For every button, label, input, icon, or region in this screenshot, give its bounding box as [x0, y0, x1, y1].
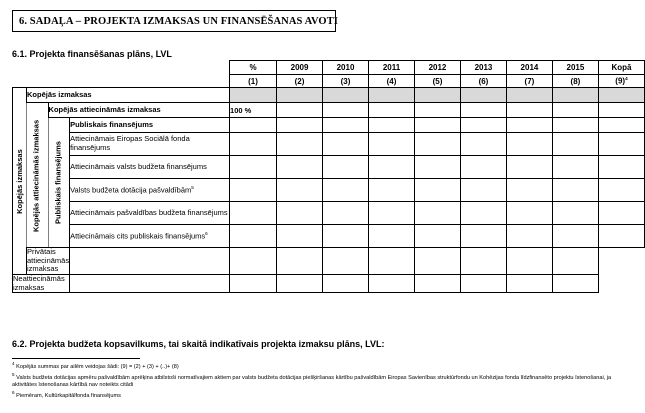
col-index-2: (2)	[277, 75, 323, 88]
cell-total	[552, 248, 598, 275]
footnote-4-text: Kopējās summas par ailēm veidojas šādi: (9) = (2) + (3) + (..)+ (8)	[16, 363, 179, 370]
cell-2013	[460, 133, 506, 156]
cell-2015	[506, 248, 552, 275]
cell-total	[552, 274, 598, 292]
cell-2009	[277, 179, 323, 202]
cell-2009	[230, 274, 277, 292]
cell-2015	[506, 274, 552, 292]
row-label-municipal-grant-text: Valsts budžeta dotācija pašvaldībām	[70, 185, 192, 195]
cell-percent	[70, 274, 230, 292]
cell-2013	[460, 118, 506, 133]
cell-2014	[506, 88, 552, 103]
vertical-label-total-costs: Kopējās izmaksas	[13, 88, 27, 275]
cell-2014	[460, 274, 506, 292]
col-header-2011: 2011	[369, 61, 415, 75]
cell-percent: 100 %	[230, 103, 277, 118]
footnote-separator	[12, 358, 140, 359]
cell-2012	[414, 133, 460, 156]
cell-2011	[369, 133, 415, 156]
col-index-1: (1)	[230, 75, 277, 88]
cell-2013	[460, 179, 506, 202]
cell-percent	[230, 202, 277, 225]
cell-2013	[460, 225, 506, 248]
row-label-public-financing: Publiskais finansējums	[70, 118, 230, 133]
cell-2009	[277, 133, 323, 156]
cell-total	[598, 156, 644, 179]
col-header-2012: 2012	[414, 61, 460, 75]
cell-percent	[70, 248, 230, 275]
col-header-total: Kopā	[598, 61, 644, 75]
cell-2013	[414, 248, 460, 275]
col-index-5: (5)	[414, 75, 460, 88]
cell-2010	[277, 248, 323, 275]
table-header-row-indices	[13, 75, 645, 88]
cell-percent	[230, 225, 277, 248]
cell-2010	[323, 156, 369, 179]
vertical-label-eligible-costs: Kopējās attiecināmās izmaksas	[26, 103, 48, 248]
cell-total	[598, 133, 644, 156]
cell-2012	[414, 225, 460, 248]
cell-2010	[277, 274, 323, 292]
footnote-4	[12, 361, 634, 371]
cell-2011	[369, 225, 415, 248]
table-row	[13, 118, 645, 133]
cell-2010	[323, 88, 369, 103]
footnote-6-text: Piemēram, Kultūrkapitālfonda finansējums	[16, 393, 121, 400]
footnote-5-text: Valsts budžeta dotācijas apmēru pašvaldībām aprēķina atbilstoši normatīvajiem aktiem par valsts budžeta dotācijas piešķiršanas kārtību pašvaldībām Eiropas Savienības struktūrfondu un Kohēzijas fonda līdzfinansēto projektu īstenošanai, ja aktivitātes īstenošanas kārtībā nav noteikts citādi	[12, 374, 612, 389]
cell-2014	[506, 156, 552, 179]
cell-2011	[323, 248, 369, 275]
row-label-municipal-budget-financing: Attiecināmais pašvaldības budžeta finansējums	[70, 202, 230, 225]
cell-total	[598, 179, 644, 202]
financing-plan-table	[12, 60, 645, 293]
cell-2013	[460, 202, 506, 225]
section-heading-text: 6. SADAĻA – PROJEKTA IZMAKSAS UN FINANSĒŠANAS AVOTI	[19, 15, 338, 27]
cell-total	[598, 88, 644, 103]
cell-2015	[552, 156, 598, 179]
cell-2014	[506, 103, 552, 118]
cell-total	[598, 225, 644, 248]
cell-total	[598, 103, 644, 118]
subheading-financing-plan: 6.1. Projekta finansēšanas plāns, LVL	[12, 49, 172, 59]
cell-2012	[414, 88, 460, 103]
cell-2013	[460, 156, 506, 179]
cell-2012	[414, 103, 460, 118]
vertical-label-public-financing: Publiskais finansējums	[48, 118, 70, 248]
table-row	[13, 225, 645, 248]
row-label-ineligible-costs: Neattiecināmās izmaksas	[13, 274, 70, 292]
cell-2014	[506, 118, 552, 133]
cell-2013	[414, 274, 460, 292]
table-row	[13, 202, 645, 225]
table-row	[13, 103, 645, 118]
cell-2010	[323, 103, 369, 118]
cell-2014	[506, 179, 552, 202]
cell-2010	[323, 179, 369, 202]
row-label-eligible-costs: Kopējās attiecināmās izmaksas	[48, 103, 230, 118]
cell-percent	[230, 88, 277, 103]
cell-2015	[552, 225, 598, 248]
row-label-total-costs: Kopējās izmaksas	[26, 88, 229, 103]
cell-2012	[414, 179, 460, 202]
footnotes-block	[12, 358, 634, 401]
col-header-2013: 2013	[460, 61, 506, 75]
footnote-4-marker: 4	[12, 361, 15, 366]
col-header-2010: 2010	[323, 61, 369, 75]
col-index-6: (6)	[460, 75, 506, 88]
cell-2011	[369, 88, 415, 103]
table-row	[13, 274, 645, 292]
cell-2012	[369, 248, 415, 275]
cell-2009	[277, 103, 323, 118]
cell-2014	[506, 202, 552, 225]
cell-2011	[369, 103, 415, 118]
cell-2012	[414, 156, 460, 179]
table-row	[13, 133, 645, 156]
cell-2009	[277, 88, 323, 103]
cell-2009	[277, 156, 323, 179]
footnote-6	[12, 390, 634, 400]
row-label-other-public-financing	[70, 225, 230, 248]
cell-2009	[277, 202, 323, 225]
cell-2012	[414, 118, 460, 133]
cell-2015	[552, 88, 598, 103]
footnote-5	[12, 372, 634, 390]
cell-2010	[323, 118, 369, 133]
row-label-other-public-financing-text: Attiecināmais cits publiskais finansējums	[70, 231, 206, 241]
col-index-9	[598, 75, 644, 88]
cell-2015	[552, 202, 598, 225]
cell-2010	[323, 225, 369, 248]
cell-2015	[552, 103, 598, 118]
cell-2009	[277, 118, 323, 133]
subheading-budget-summary: 6.2. Projekta budžeta kopsavilkums, tai skaitā indikatīvais projekta izmaksu plāns, LVL:	[12, 339, 385, 349]
col-header-2014: 2014	[506, 61, 552, 75]
table-row	[13, 179, 645, 202]
row-label-state-budget-financing: Attiecināmais valsts budžeta finansējums	[70, 156, 230, 179]
cell-2013	[460, 103, 506, 118]
cell-total	[598, 118, 644, 133]
cell-2014	[460, 248, 506, 275]
col-index-9-text: (9)	[615, 76, 626, 86]
col-index-8: (8)	[552, 75, 598, 88]
cell-2011	[323, 274, 369, 292]
col-header-2009: 2009	[277, 61, 323, 75]
cell-percent	[230, 118, 277, 133]
col-index-4: (4)	[369, 75, 415, 88]
cell-2010	[323, 202, 369, 225]
footnote-5-marker: 5	[12, 371, 15, 377]
table-row	[13, 156, 645, 179]
cell-2015	[552, 179, 598, 202]
cell-2011	[369, 156, 415, 179]
col-index-9-footnote-marker: 4	[625, 76, 628, 82]
col-index-7: (7)	[506, 75, 552, 88]
table-header-row-years	[13, 61, 645, 75]
cell-percent	[230, 133, 277, 156]
cell-2009	[230, 248, 277, 275]
cell-2012	[369, 274, 415, 292]
table-row	[13, 248, 645, 275]
row-label-esf-financing: Attiecināmais Eiropas Sociālā fonda finansējums	[70, 133, 230, 156]
cell-2011	[369, 202, 415, 225]
cell-percent	[230, 179, 277, 202]
cell-2009	[277, 225, 323, 248]
cell-2013	[460, 88, 506, 103]
cell-2010	[323, 133, 369, 156]
cell-percent	[230, 156, 277, 179]
section-heading	[12, 10, 336, 32]
row-label-municipal-grant-footnote-marker: 5	[191, 184, 194, 190]
cell-2014	[506, 133, 552, 156]
col-header-percent: %	[230, 61, 277, 75]
cell-2015	[552, 133, 598, 156]
table-row	[13, 88, 645, 103]
cell-2012	[414, 202, 460, 225]
col-index-3: (3)	[323, 75, 369, 88]
footnote-6-marker: 6	[12, 390, 15, 396]
cell-2014	[506, 225, 552, 248]
col-header-2015: 2015	[552, 61, 598, 75]
row-label-other-public-financing-footnote-marker: 6	[205, 230, 208, 236]
row-label-private-eligible-costs: Privātais attiecināmās izmaksas	[26, 247, 70, 274]
cell-2011	[369, 118, 415, 133]
cell-2015	[552, 118, 598, 133]
cell-total	[598, 202, 644, 225]
row-label-municipal-grant	[70, 179, 230, 202]
cell-2011	[369, 179, 415, 202]
